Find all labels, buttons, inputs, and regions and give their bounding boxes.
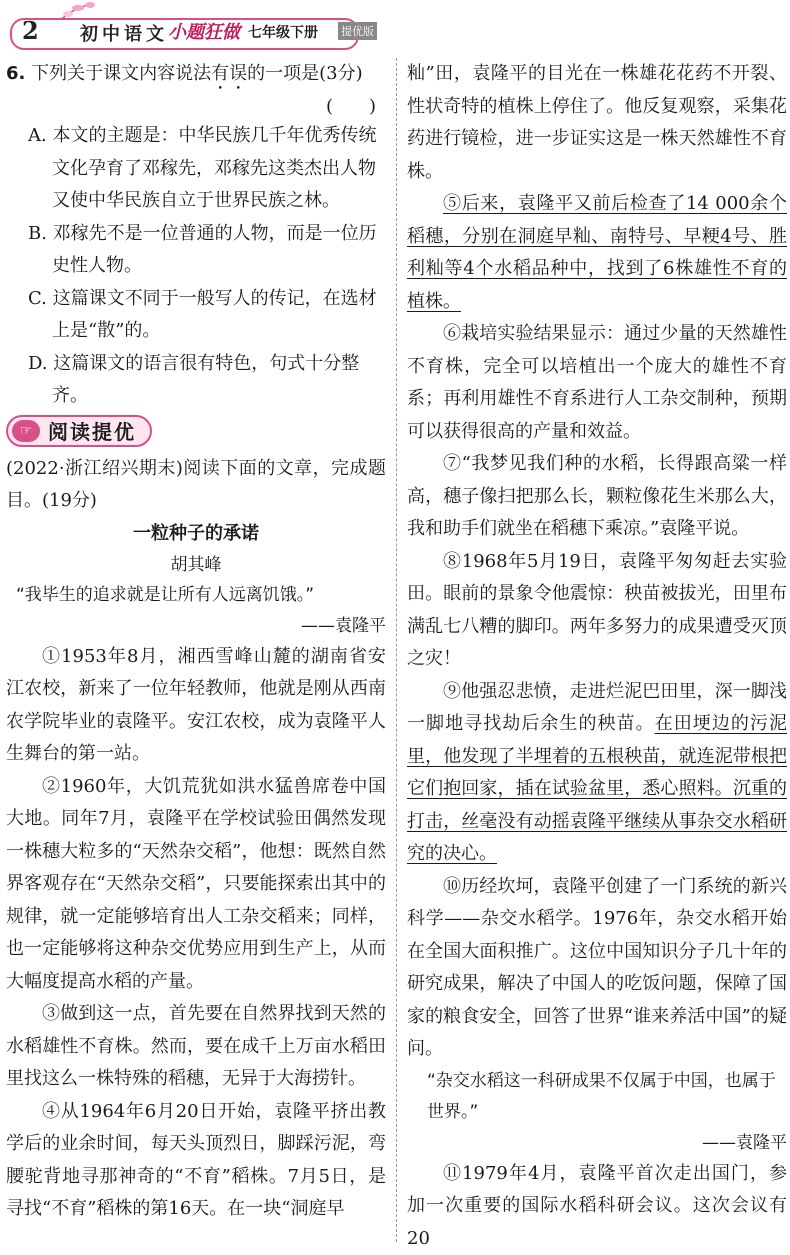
course-title: 初中语文 [80,20,168,46]
quote-2-source: ——袁隆平 [407,1128,787,1158]
epigraph: “我毕生的追求就是让所有人远离饥饿。” [6,580,386,611]
section-label: 阅读提优 [48,416,136,445]
paragraph-9-underlined-2: 沉重的打击，丝毫没有动摇袁隆平继续从事杂交水稻研究的决心。 [407,778,787,864]
column-divider [396,58,397,1242]
paragraph-2: ②1960年，大饥荒犹如洪水猛兽席卷中国大地。同年7月，袁隆平在学校试验田偶然发现一株穗大粒多的“天然杂交稻”，他想：既然自然界客观存在“天然杂交稻”，只要能探索出其中的规律，就一定能够培育出人工杂交稻来；同样，也一定能够将这种杂交优势应用到生产上，从而大幅度提高水稻的产量。 [6,771,386,999]
paragraph-4-continued: 籼”田，袁隆平的目光在一株雄花花药不开裂、性状奇特的植株上停住了。他反复观察，采集花药进行镜检，进一步证实这是一株天然雄性不育株。 [407,58,787,188]
grade-label: 七年级下册 [248,22,318,42]
article-author: 胡其峰 [6,550,386,580]
option-a[interactable]: A. 本文的主题是：中华民族几千年优秀传统文化孕育了邓稼先，邓稼先这类杰出人物又使中华民族自立于世界民族之林。 [6,120,386,218]
option-d[interactable]: D. 这篇课文的语言很有特色，句式十分整齐。 [6,348,386,413]
paragraph-9 [407,676,787,871]
reading-intro: (2022·浙江绍兴期末)阅读下面的文章，完成题目。(19分) [6,453,386,518]
paragraph-7: ⑦“我梦见我们种的水稻，长得跟高粱一样高，穗子像扫把那么长，颗粒像花生米那么大，我和助手们就坐在稻穗下乘凉。”袁隆平说。 [407,448,787,546]
option-b[interactable]: B. 邓稼先不是一位普通的人物，而是一位历史性人物。 [6,218,386,283]
paragraph-8: ⑧1968年5月19日，袁隆平匆匆赶去实验田。眼前的景象令他震惊：秧苗被拔光，田里布满乱七八糟的脚印。两年多努力的成果遭受灭顶之灾！ [407,546,787,676]
pointing-hand-icon: ☞ [12,420,40,442]
option-c[interactable]: C. 这篇课文不同于一般写人的传记，在选材上是“散”的。 [6,283,386,348]
left-column [6,58,386,1226]
paragraph-9-part-1: ⑨他强忍悲愤，走进烂泥巴田里，深一脚浅一脚地寻找劫后余生的秧苗。 [407,681,787,735]
page-header [0,0,790,50]
paragraph-1: ①1953年8月，湘西雪峰山麓的湖南省安江农校，新来了一位年轻教师，他就是刚从西南农学院毕业的袁隆平。安江农校，成为袁隆平人生舞台的第一站。 [6,641,386,771]
paragraph-11: ⑪1979年4月，袁隆平首次走出国门，参加一次重要的国际水稻科研会议。这次会议有20 [407,1158,787,1255]
paragraph-3: ③做到这一点，首先要在自然界找到天然的水稻雄性不育株。然而，要在成千上万亩水稻田里找这么一株特殊的稻穗，无异于大海捞针。 [6,998,386,1096]
paragraph-9-underlined-1: 在田埂边的污泥里，他发现了半埋着的五根秧苗，就连泥带根把它们抱回家，插在试验盆里，悉心照料。 [407,713,787,799]
paragraph-10: ⑩历经坎坷，袁隆平创建了一门系统的新兴科学——杂交水稻学。1976年，杂交水稻开始在全国大面积推广。这位中国知识分子几十年的研究成果，解决了中国人的吃饭问题，保障了国家的粮食安全，回答了世界“谁来养活中国”的疑问。 [407,871,787,1066]
brand-logo: 小题狂做 [168,18,240,44]
paragraph-6: ⑥栽培实验结果显示：通过少量的天然雄性不育株，完全可以培植出一个庞大的雄性不育系；再利用雄性不育系进行人工杂交制种，预期可以获得很高的产量和效益。 [407,318,787,448]
question-6-title: 6. 下列关于课文内容说法有误的一项是(3分) [6,58,386,94]
section-badge [6,415,152,447]
paragraph-4: ④从1964年6月20日开始，袁隆平挤出教学后的业余时间，每天头顶烈日，脚踩污泥，弯腰驼背地寻那神奇的“不育”稻株。7月5日，是寻找“不育”稻株的第16天。在一块“洞庭早 [6,1096,386,1226]
page-number: 2 [22,16,39,45]
paragraph-5: ⑤后来，袁隆平又前后检查了14 000余个稻穗，分别在洞庭早籼、南特号、早粳4号、胜利籼等4个水稻品种中，找到了6株雄性不育的植株。 [407,188,787,318]
epigraph-source: ——袁隆平 [6,611,386,641]
quote-2: “杂交水稻这一科研成果不仅属于中国，也属于世界。” [407,1066,787,1128]
edition-badge: 提优版 [338,22,377,40]
right-column [407,58,787,1255]
article-title: 一粒种子的承诺 [6,518,386,550]
answer-blank[interactable]: ( ) [6,94,386,120]
